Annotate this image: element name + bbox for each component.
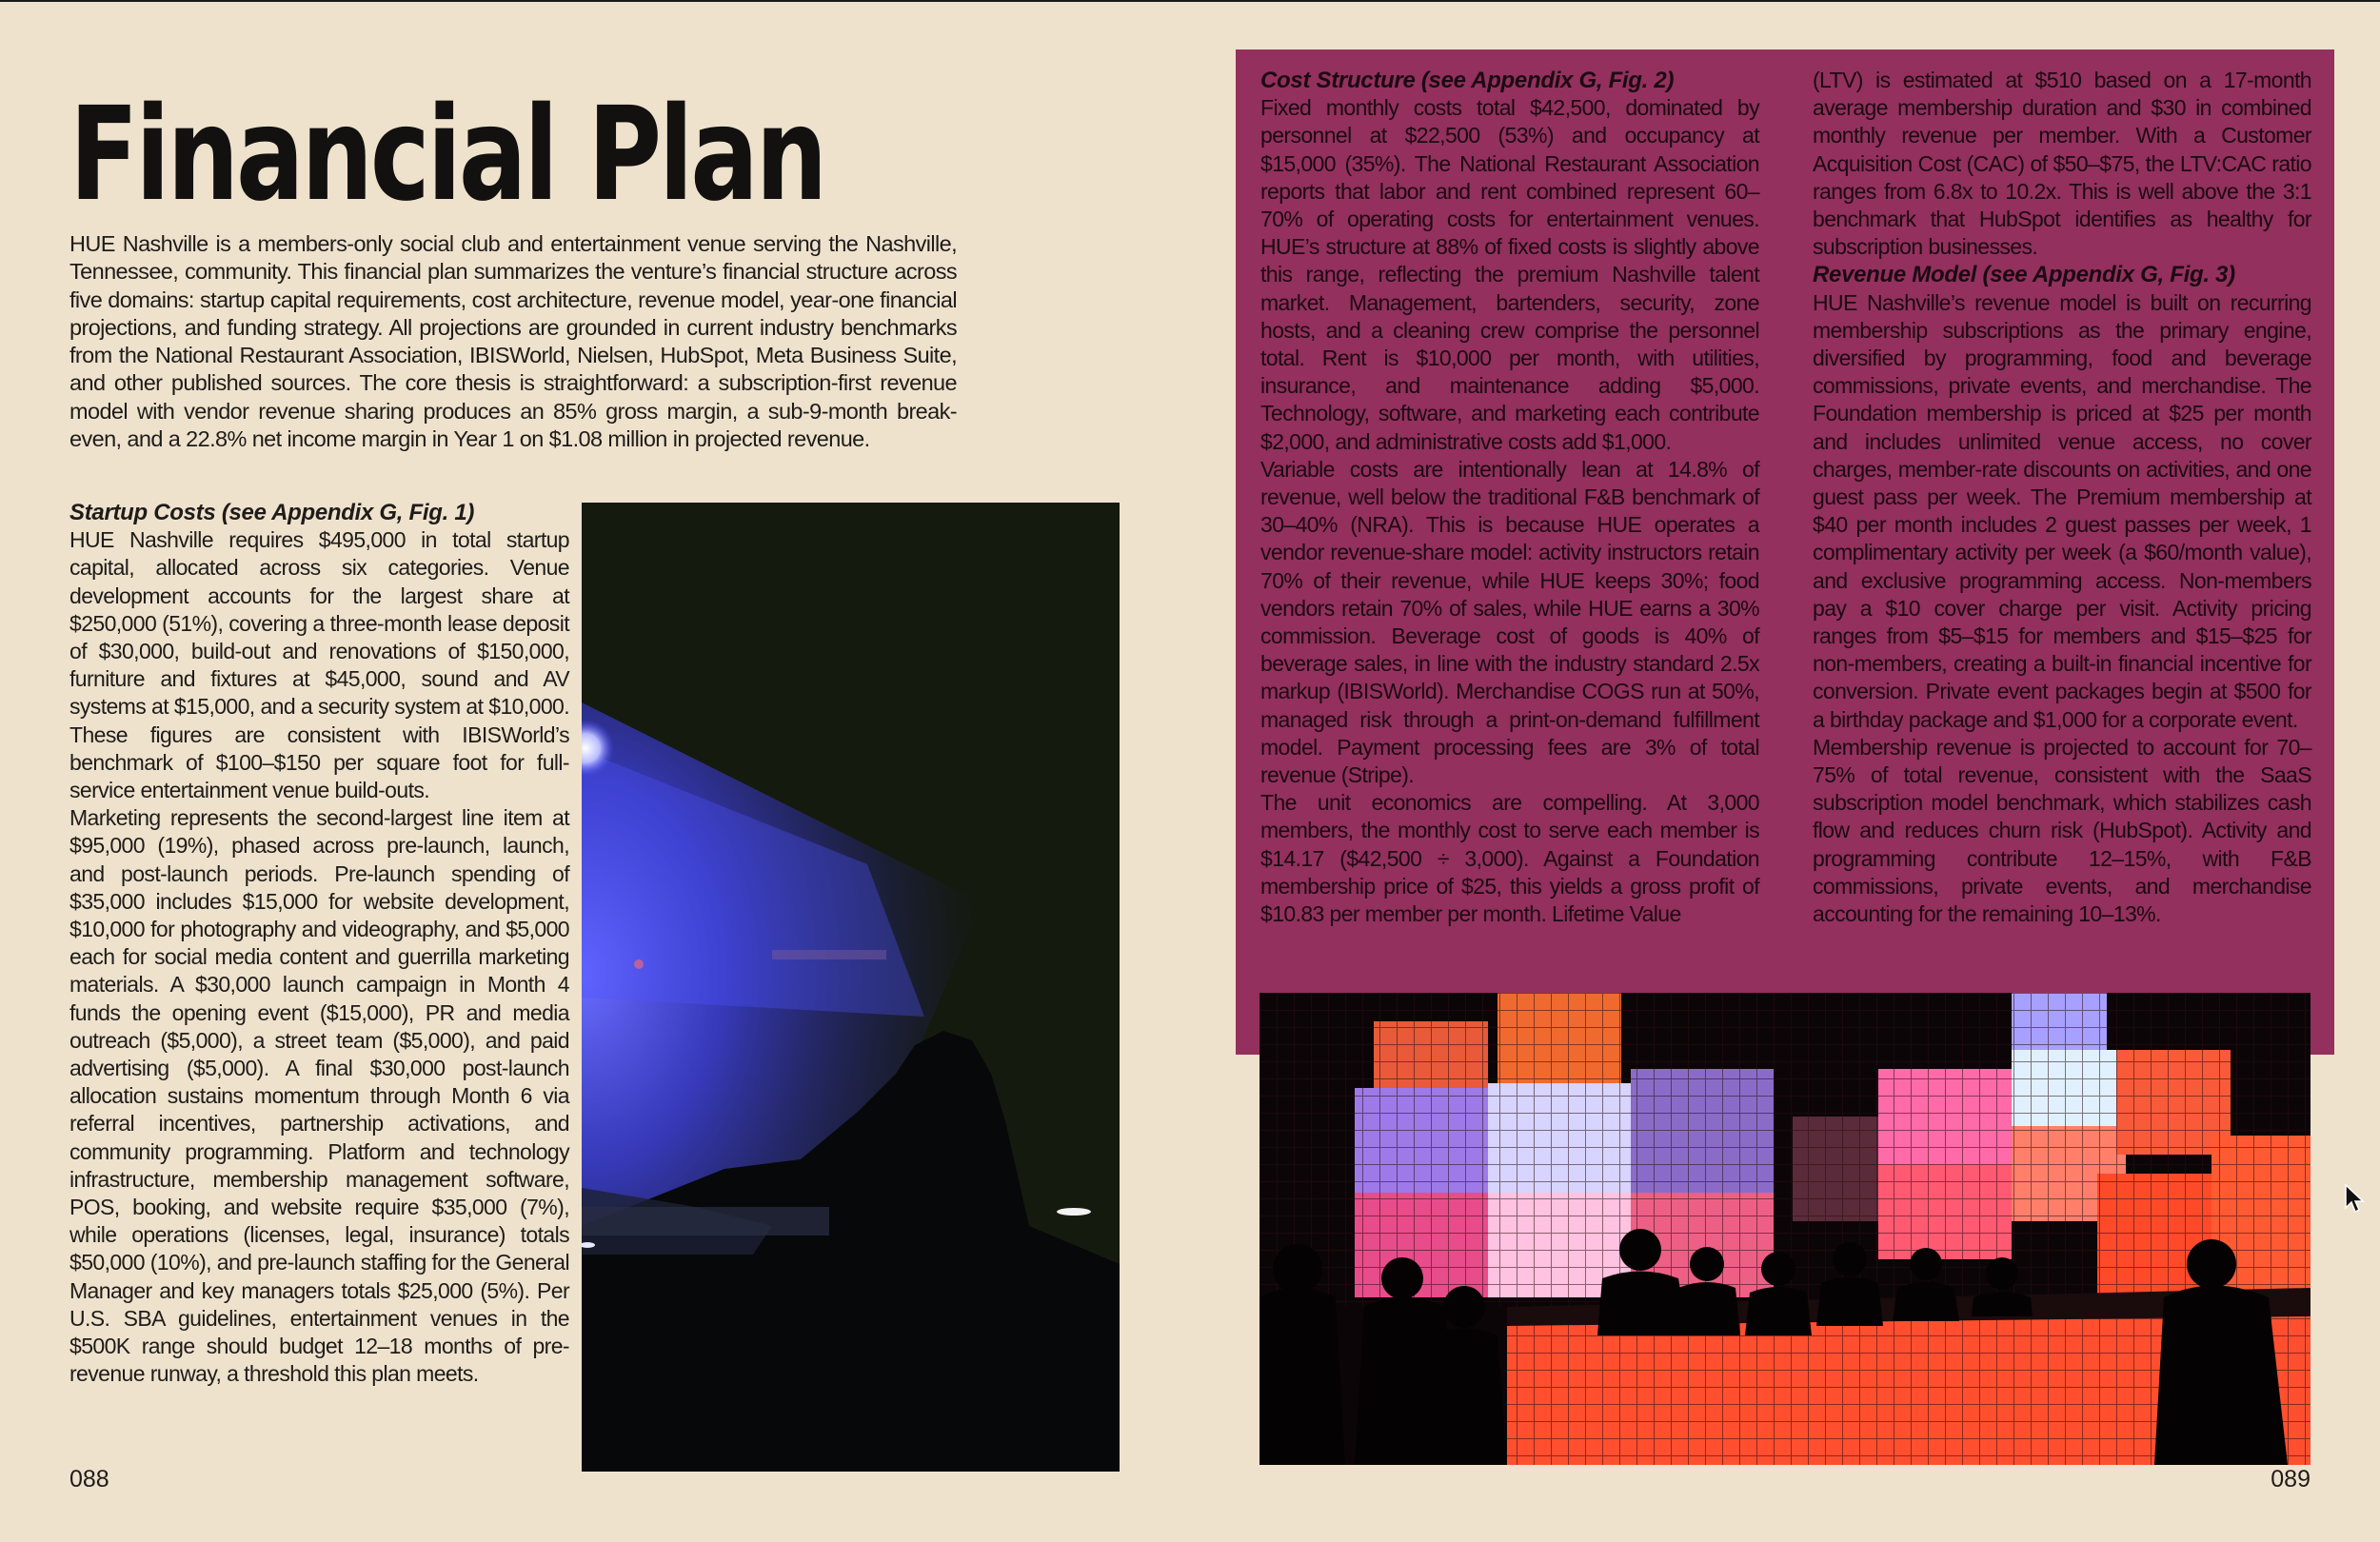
cost-paragraph-3: The unit economics are compelling. At 3,000 members, the monthly cost to serve each member is $14.17 ($42,500 ÷ 3,000). Against a Foundation membership price of $25, this yields a gross profit of $10.83 per member per month. Lifetime Value [1260,790,1759,927]
startup-paragraph-1: HUE Nashville requires $495,000 in total startup capital, allocated across six categories. Venue development accounts for the largest share at $250,000 (51%), covering a three-month lease deposit of $30,000, build-out and renovations of $150,000, furniture and fixtures at $45,000, sound and AV systems at $15,000, and a security system at $10,000. These figures are consistent with IBISWorld’s benchmark of $100–$150 per square foot for full-service entertainment venue build-outs. [69,527,569,803]
light-cube-illustration [1259,993,2311,1465]
intro-paragraph: HUE Nashville is a members-only social club and entertainment venue serving the Nashville, Tennessee, community. This financial plan summarizes the venture’s financial structure across five domains: startup capital requirements, cost architecture, revenue model, year-one financial projections, and funding strategy. All projections are grounded in current industry benchmarks from the National Restaurant Association, IBISWorld, Nielsen, HubSpot, Meta Business Suite, and other published sources. The core thesis is straightforward: a subscription-first revenue model with vendor revenue sharing produces an 85% gross margin, a sub-9-month break-even, and a 22.8% net income margin in Year 1 on $1.08 million in projected revenue. [69,231,957,452]
revenue-paragraph-1: HUE Nashville’s revenue model is built on recurring membership subscriptions as the primary engine, diversified by programming, food and beverage commissions, private events, and merchandise. The Foundation membership is priced at $25 per month and includes unlimited venue access, no cover charges, member-rate discounts on activities, and one guest pass per week. The Premium membership at $40 per month includes 2 guest passes per week, 1 complimentary activity per week (a $60/month value), and exclusive programming access. Non-members pay a $10 cover charge per visit. Activity pricing ranges from $5–$15 for members and $15–$25 for non-members, creating a built-in financial incentive for conversion. Private event packages begin at $500 for a birthday package and $1,000 for a corporate event. [1813,289,2311,732]
startup-paragraph-2: Marketing represents the second-largest line item at $95,000 (19%), phased across pre-launch, launch, and post-launch periods. Pre-launch spending of $35,000 includes $15,000 for website development, $10,000 for photography and videography, and $5,000 each for social media content and guerrilla marketing materials. A $30,000 launch campaign in Month 4 funds the opening event ($15,000), PR and media outreach ($5,000), a street team ($5,000), and paid advertising ($5,000). A final $30,000 post-launch allocation sustains momentum through Month 6 via referral incentives, partnership activations, and community programming. Platform and technology infrastructure, membership management software, POS, booking, and website require $35,000 (7%), while operations (licenses, legal, insurance) totals $50,000 (10%), and pre-launch staffing for the General Manager and key managers totals $25,000 (5%). Per U.S. SBA guidelines, entertainment venues in the $500K range should budget 12–18 months of pre-revenue runway, a threshold this plan meets. [69,805,569,1387]
page-title: Financial Plan [69,80,825,230]
revenue-paragraph-2: Membership revenue is projected to account for 70–75% of total revenue, consistent with the SaaS subscription model benchmark, which stabilizes cash flow and reduces churn risk (HubSpot). Activity and programming contribute 12–15%, with F&B commissions, private events, and merchandise accounting for the remaining 10–13%. [1813,734,2311,927]
cost-paragraph-2: Variable costs are intentionally lean at 14.8% of revenue, well below the traditional F&B benchmark of 30–40% (NRA). This is because HUE operates a vendor revenue-share model: activity instructors retain 70% of their revenue, while HUE keeps 30%; food vendors retain 70% of sales, while HUE earns a 30% commission. Beverage cost of goods is 40% of beverage sales, in line with the industry standard 2.5x markup (IBISWorld). Merchandise COGS run at 50%, managed risk through a print-on-demand fulfillment model. Payment processing fees are 3% of total revenue (Stripe). [1260,456,1759,788]
page-number-right: 089 [2271,1466,2311,1493]
cost-structure-heading: Cost Structure (see Appendix G, Fig. 2) [1260,68,1675,93]
light-cube-installation-photo [1259,993,2311,1465]
dj-spotlight-photo [582,503,1120,1472]
arrow-cursor-icon [2344,1183,2365,1216]
cost-paragraph-1: Fixed monthly costs total $42,500, dominated by personnel at $22,500 (53%) and occupancy at $15,000 (35%). The National Restaurant Association reports that labor and rent combined represent 60–70% of operating costs for entertainment venues. HUE’s structure at 88% of fixed costs is slightly above this range, reflecting the premium Nashville talent market. Management, bartenders, security, zone hosts, and a cleaning crew comprise the personnel total. Rent is $10,000 per month, with utilities, insurance, and maintenance adding $5,000. Technology, software, and marketing each contribute $2,000, and administrative costs add $1,000. [1260,95,1759,454]
top-rule [0,0,2380,2]
page-number-left: 088 [69,1466,109,1493]
ltv-continuation: (LTV) is estimated at $510 based on a 17-month average membership duration and $30 in combined monthly revenue per member. With a Customer Acquisition Cost (CAC) of $50–$75, the LTV:CAC ratio ranges from 6.8x to 10.2x. This is well above the 3:1 benchmark that HubSpot identifies as healthy for subscription businesses. [1813,68,2311,260]
cost-structure-section [1260,67,1759,928]
revenue-model-heading: Revenue Model (see Appendix G, Fig. 3) [1813,262,2235,288]
startup-costs-heading: Startup Costs (see Appendix G, Fig. 1) [69,500,475,525]
revenue-model-section [1813,67,2311,928]
startup-costs-section [69,499,569,1389]
dj-spotlight-illustration [582,503,1120,1472]
